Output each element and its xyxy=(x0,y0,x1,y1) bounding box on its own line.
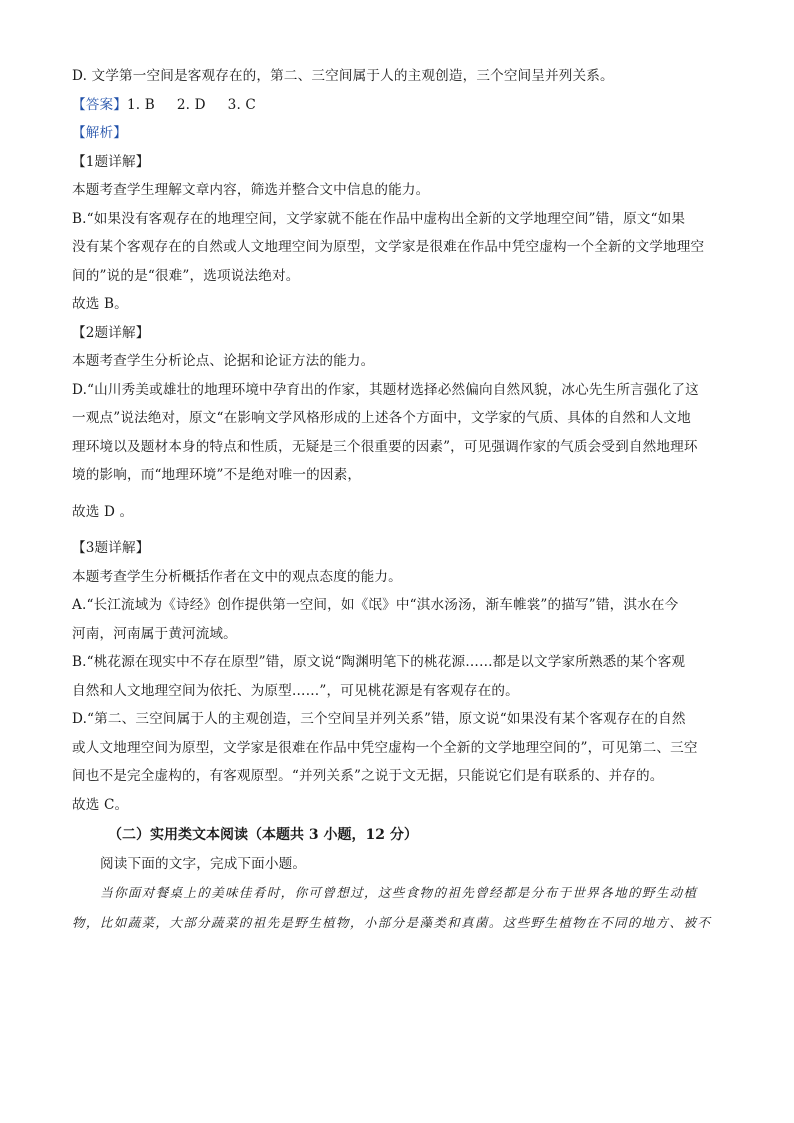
q1-choice: 故选 B。 xyxy=(72,296,128,312)
q3-explanation-line: B.“桃花源在现实中不存在原型”错，原文说“陶渊明笔下的桃花源……都是以文学家所熟悉的某个客观 xyxy=(72,654,686,670)
q3-heading: 【3题详解】 xyxy=(72,540,150,556)
answer-line xyxy=(72,91,722,120)
q2-intro: 本题考查学生分析论点、论据和论证方法的能力。 xyxy=(72,353,375,369)
q1-explanation-line: 间的”说的是“很难”，选项说法绝对。 xyxy=(72,267,300,284)
q3-explanation-line: 河南，河南属于黄河流域。 xyxy=(72,625,237,642)
q2-explanation-line: 理环境以及题材本身的特点和性质，无疑是三个很重要的因素”，可见强调作家的气质会受到自然地理环 xyxy=(72,438,698,455)
q2-choice: 故选 D 。 xyxy=(72,503,134,520)
section-title: （二）实用类文本阅读（本题共 3 小题，12 分） xyxy=(108,827,418,843)
analysis-tag: 【解析】 xyxy=(72,125,127,141)
answer-3: 3. C xyxy=(227,96,256,113)
q3-explanation-line: 间也不是完全虚构的，有客观原型。“并列关系”之说于文无据，只能说它们是有联系的、并存的。 xyxy=(72,768,664,784)
q1-intro: 本题考查学生理解文章内容，筛选并整合文中信息的能力。 xyxy=(72,182,430,198)
q3-choice: 故选 C。 xyxy=(72,796,129,813)
answer-1: 1. B xyxy=(126,96,155,113)
instruction: 阅读下面的文字，完成下面小题。 xyxy=(100,855,307,872)
q2-heading: 【2题详解】 xyxy=(72,324,150,341)
q2-explanation-line: D.“山川秀美或雄壮的地理环境中孕育出的作家，其题材选择必然偏向自然风貌，冰心先生所言强化了这 xyxy=(72,381,699,398)
answer-tag: 【答案】 xyxy=(72,96,127,113)
answer-2: 2. D xyxy=(176,96,206,113)
passage-line: 当你面对餐桌上的美味佳肴时，你可曾想过，这些食物的祖先曾经都是分布于世界各地的野生动植 xyxy=(100,885,698,900)
q3-explanation-line: 自然和人文地理空间为依托、为原型……”，可见桃花源是有客观存在的。 xyxy=(72,682,519,699)
option-d-line: D. 文学第一空间是客观存在的，第二、三空间属于人的主观创造，三个空间呈并列关系。 xyxy=(72,68,614,84)
q1-explanation-line: 没有某个客观存在的自然或人文地理空间为原型，文学家是很难在作品中凭空虚构一个全新的文学地理空 xyxy=(72,239,705,255)
q3-explanation-line: 或人文地理空间为原型，文学家是很难在作品中凭空虚构一个全新的文学地理空间的”，可见第二、三空 xyxy=(72,739,698,756)
q3-intro: 本题考查学生分析概括作者在文中的观点态度的能力。 xyxy=(72,568,402,585)
q1-heading: 【1题详解】 xyxy=(72,153,150,170)
q2-explanation-line: 一观点”说法绝对，原文“在影响文学风格形成的上述各个方面中，文学家的气质、具体的自然和人文地 xyxy=(72,410,691,426)
q1-explanation-line: B.“如果没有客观存在的地理空间，文学家就不能在作品中虚构出全新的文学地理空间”错，原文“如果 xyxy=(72,210,686,227)
q3-explanation-line: D.“第二、三空间属于人的主观创造，三个空间呈并列关系”错，原文说“如果没有某个客观存在的自然 xyxy=(72,711,686,727)
document-page xyxy=(72,62,722,938)
passage-line: 物，比如蔬菜，大部分蔬菜的祖先是野生植物，小部分是藻类和真菌。这些野生植物在不同的地方、被不 xyxy=(72,915,712,930)
q2-explanation-line: 境的影响，而“地理环境”不是绝对唯一的因素， xyxy=(72,467,362,483)
q3-explanation-line: A.“长江流域为《诗经》创作提供第一空间，如《氓》中“淇水汤汤，渐车帷裳”的描写”错，淇水在今 xyxy=(72,597,679,613)
